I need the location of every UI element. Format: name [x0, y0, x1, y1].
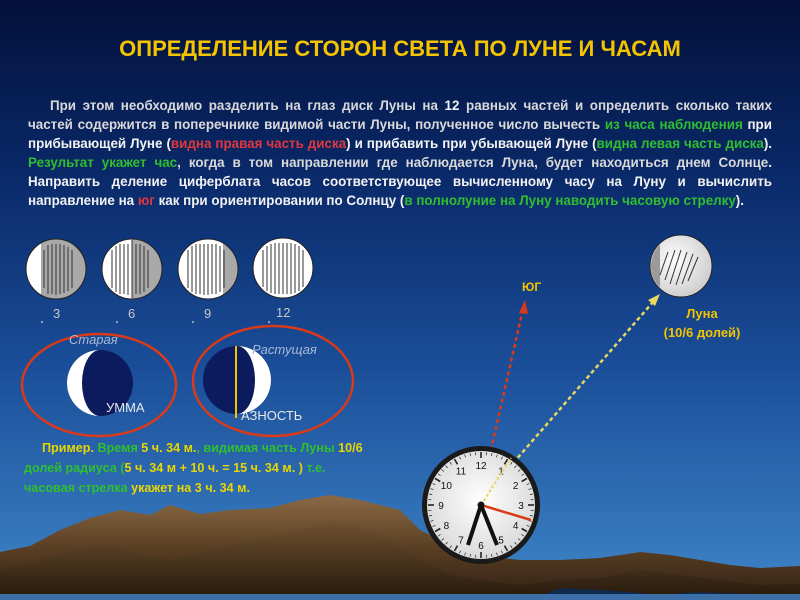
example-2: Время — [94, 441, 142, 455]
south-label: ЮГ — [522, 280, 542, 294]
para-text-10: Результат укажет час — [28, 155, 178, 170]
clock-number: 5 — [498, 535, 504, 547]
para-text-6: видна правая часть диска — [170, 136, 347, 151]
example-text — [24, 438, 369, 498]
para-text-7: ) и прибавить при убывающей Луне ( — [346, 136, 597, 151]
example-1: Пример. — [42, 441, 94, 455]
waxing-word: АЗНОСТЬ — [241, 408, 303, 423]
clock — [422, 446, 540, 564]
example-6: долей радиуса ( — [24, 461, 125, 475]
para-text-14: как при ориентировании по Солнцу ( — [154, 193, 405, 208]
page-title: ОПРЕДЕЛЕНИЕ СТОРОН СВЕТА ПО ЛУНЕ И ЧАСАМ — [119, 36, 681, 61]
para-text-16: ). — [735, 193, 744, 208]
clock-number: 6 — [478, 541, 484, 552]
phase-number-3: 3 — [53, 306, 61, 321]
clock-number: 2 — [512, 481, 519, 492]
clock-number: 7 — [458, 535, 464, 547]
clock-number: 10 — [440, 481, 452, 492]
clock-number: 4 — [512, 521, 519, 532]
para-text-12: . Направить деление циферблата часов соответствующее вычисленному часу на Луну и вычислить направление на — [28, 155, 772, 208]
phase-dots — [41, 321, 270, 323]
example-10: укажет на 3 ч. 34 м. — [127, 481, 250, 495]
moon-fraction: (10/6 долей) — [663, 325, 741, 340]
waning-label: Старая — [69, 332, 118, 347]
para-text-4: из часа наблюдения — [604, 117, 743, 132]
para-text-8: видна левая часть диска — [596, 136, 764, 151]
phase-moon-9 — [178, 239, 238, 299]
para-text-3: равных частей и определить сколько таких частей содержится в поперечнике видимой части Луны, полученное число вычесть — [28, 98, 772, 132]
waxing-label: Растущая — [252, 342, 317, 357]
observed-moon — [650, 235, 712, 297]
phase-number-6: 6 — [128, 306, 136, 321]
clock-number: 1 — [498, 466, 504, 478]
para-text-9: ). — [763, 136, 773, 151]
clock-number: 9 — [438, 501, 444, 512]
example-3: 5 ч. 34 м. — [141, 441, 197, 455]
phase-number-12: 12 — [276, 305, 291, 320]
phase-number-9: 9 — [204, 306, 212, 321]
para-text-5: при прибывающей Луне ( — [28, 117, 772, 151]
example-5: 10/6 — [338, 441, 363, 455]
para-text-1: При этом необходимо разделить на глаз диск Луны на — [50, 98, 445, 113]
mountains — [0, 495, 800, 600]
phase-moon-6 — [102, 239, 162, 299]
example-9: т.е. часовая стрелка — [24, 461, 326, 495]
para-text-13: юг — [137, 193, 155, 208]
clock-number: 11 — [455, 466, 467, 478]
clock-number: 12 — [475, 461, 487, 472]
example-4: , видимая часть Луны — [196, 441, 339, 455]
waning-moon-diagram — [22, 334, 176, 436]
clock-number: 3 — [518, 501, 524, 512]
para-text-11: , когда в том направлении где наблюдается Луна, будет находиться днем Солнце — [177, 155, 769, 170]
phase-moon-12 — [253, 238, 313, 298]
example-7: 5 ч. 34 м + 10 ч. = 15 ч. 34 м. — [124, 461, 296, 475]
para-text-15: в полнолуние на Луну наводить часовую стрелку — [404, 193, 736, 208]
para-text-2: 12 — [444, 98, 460, 113]
example-8: ) — [295, 461, 307, 475]
moon-label: Луна — [686, 306, 718, 321]
clock-number: 8 — [443, 521, 450, 532]
waning-word: УММА — [106, 400, 145, 415]
phase-moon-3 — [26, 239, 86, 299]
